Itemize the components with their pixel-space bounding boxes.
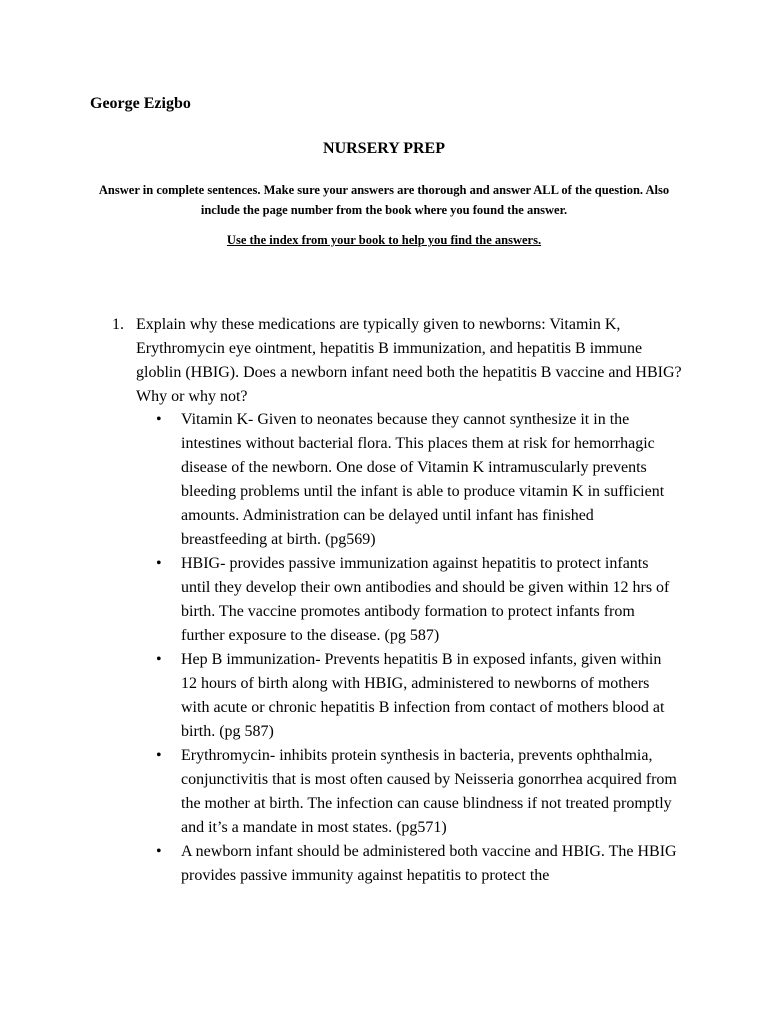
bullet-icon: •: [156, 651, 162, 668]
answer-text: Erythromycin- inhibits protein synthesis in bacteria, prevents ophthalmia, conjunctivitis that is most often caused by Neisseria gonorrhea acquired from the mother at birth. The infection can cause blindness if not treated promptly and it’s a mandate in most states. (pg571): [181, 747, 677, 836]
answer-item-erythromycin: [0, 744, 681, 840]
answer-item-hbig: [0, 552, 681, 648]
answer-list: [0, 408, 768, 888]
index-note: Use the index from your book to help you find the answers.: [226, 233, 542, 247]
answer-item-both-vaccine-hbig: [0, 840, 681, 888]
answer-text: Vitamin K- Given to neonates because they cannot synthesize it in the intestines without bacterial flora. This places them at risk for hemorrhagic disease of the newborn. One dose of Vitamin K intramuscularly prevents bleeding problems until the infant is able to produce vitamin K in sufficient amounts. Administration can be delayed until infant has finished breastfeeding at birth. (pg569): [181, 411, 665, 548]
answer-item-hep-b: [0, 648, 681, 744]
bullet-icon: •: [156, 843, 162, 860]
bullet-icon: •: [156, 411, 162, 428]
author-name: George Ezigbo: [90, 95, 191, 112]
answer-text: HBIG- provides passive immunization against hepatitis to protect infants until they develop their own antibodies and should be given within 12 hrs of birth. The vaccine promotes antibody formation to protect infants from further exposure to the disease. (pg 587): [181, 555, 670, 644]
document-title: NURSERY PREP: [323, 140, 445, 157]
bullet-icon: •: [156, 747, 162, 764]
bullet-icon: •: [156, 555, 162, 572]
answer-item-vitamin-k: [0, 408, 681, 552]
answer-text: A newborn infant should be administered both vaccine and HBIG. The HBIG provides passive immunity against hepatitis to protect the: [181, 843, 677, 884]
instructions-text: Answer in complete sentences. Make sure your answers are thorough and answer ALL of the question. Also include the page number from the book where you found the answer.: [98, 183, 670, 217]
answer-text: Hep B immunization- Prevents hepatitis B in exposed infants, given within 12 hours of birth along with HBIG, administered to newborns of mothers with acute or chronic hepatitis B infection from contact of mothers blood at birth. (pg 587): [181, 651, 665, 740]
question-number: 1.: [112, 316, 124, 333]
question-text: Explain why these medications are typically given to newborns: Vitamin K, Erythromycin eye ointment, hepatitis B immunization, and hepatitis B immune globlin (HBIG). Does a newborn infant need both the hepatitis B vaccine and HBIG? Why or why not?: [136, 316, 682, 405]
